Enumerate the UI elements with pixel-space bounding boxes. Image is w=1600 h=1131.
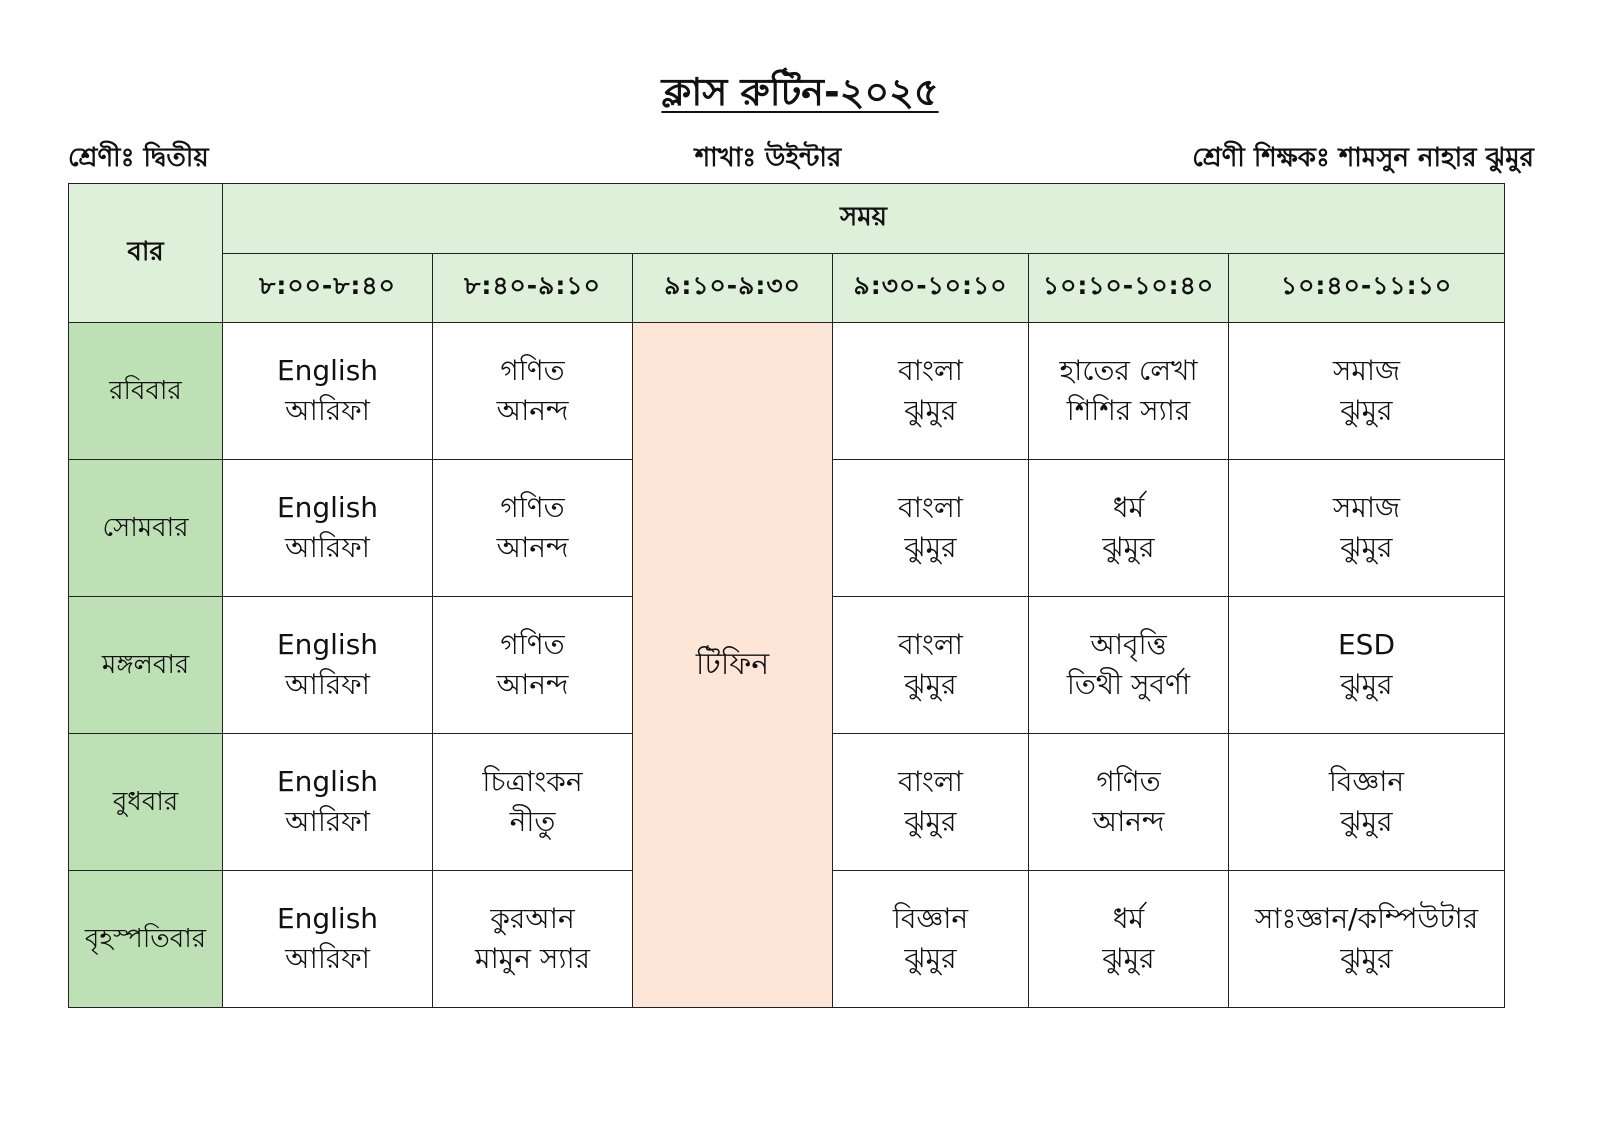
slot-header-6: ১০:৪০-১১:১০ bbox=[1229, 253, 1505, 323]
class-cell bbox=[833, 597, 1029, 734]
teacher-text: আনন্দ bbox=[1092, 805, 1165, 838]
subject-text: বাংলা bbox=[898, 628, 963, 661]
teacher-text: ঝুমুর bbox=[904, 394, 957, 427]
class-teacher-info: শ্রেণী শিক্ষকঃ শামসুন নাহার ঝুমুর bbox=[1192, 143, 1534, 173]
slot-header-5: ১০:১০-১০:৪০ bbox=[1029, 253, 1229, 323]
table-row bbox=[69, 323, 1505, 460]
class-cell bbox=[433, 871, 633, 1008]
class-cell bbox=[1229, 460, 1505, 597]
slot-header-3: ৯:১০-৯:৩০ bbox=[633, 253, 833, 323]
teacher-text: ঝুমুর bbox=[1102, 942, 1155, 975]
teacher-text: আরিফা bbox=[285, 805, 370, 838]
header-row-2 bbox=[69, 253, 1505, 323]
class-cell bbox=[433, 323, 633, 460]
teacher-text: ঝুমুর bbox=[1340, 394, 1393, 427]
subject-text: বাংলা bbox=[898, 491, 963, 524]
class-cell bbox=[223, 460, 433, 597]
class-info: শ্রেণীঃ দ্বিতীয় bbox=[68, 143, 209, 173]
teacher-text: আনন্দ bbox=[496, 394, 569, 427]
teacher-text: ঝুমুর bbox=[904, 805, 957, 838]
class-cell bbox=[833, 734, 1029, 871]
subject-text: সমাজ bbox=[1332, 354, 1401, 387]
slot-header-4: ৯:৩০-১০:১০ bbox=[833, 253, 1029, 323]
subject-text: সমাজ bbox=[1332, 491, 1401, 524]
class-cell bbox=[1229, 734, 1505, 871]
slot-header-1: ৮:০০-৮:৪০ bbox=[223, 253, 433, 323]
class-cell bbox=[223, 871, 433, 1008]
class-cell bbox=[223, 597, 433, 734]
subject-text: কুরআন bbox=[490, 902, 575, 935]
subject-text: গণিত bbox=[500, 354, 565, 387]
section-info: শাখাঃ উইন্টার bbox=[694, 143, 842, 173]
subject-text: বাংলা bbox=[898, 765, 963, 798]
teacher-text: ঝুমুর bbox=[1340, 531, 1393, 564]
class-cell bbox=[833, 460, 1029, 597]
class-cell bbox=[1029, 323, 1229, 460]
subject-text: English bbox=[276, 491, 379, 524]
subject-text: চিত্রাংকন bbox=[482, 765, 583, 798]
teacher-text: ঝুমুর bbox=[1340, 805, 1393, 838]
subject-text: গণিত bbox=[500, 628, 565, 661]
subject-text: বিজ্ঞান bbox=[892, 902, 969, 935]
teacher-text: শিশির স্যার bbox=[1066, 394, 1191, 427]
teacher-text: আরিফা bbox=[285, 394, 370, 427]
class-cell bbox=[1229, 323, 1505, 460]
time-header: সময় bbox=[223, 184, 1505, 254]
subject-text: ধর্ম bbox=[1112, 491, 1145, 524]
teacher-text: মামুন স্যার bbox=[475, 942, 590, 975]
page-title bbox=[0, 66, 1600, 118]
class-cell bbox=[433, 460, 633, 597]
teacher-text: আরিফা bbox=[285, 531, 370, 564]
class-cell bbox=[223, 323, 433, 460]
title-text: ক্লাস রুটিন-২০২৫ bbox=[661, 70, 939, 114]
class-cell bbox=[1229, 597, 1505, 734]
subject-text: আবৃত্তি bbox=[1090, 628, 1167, 661]
teacher-text: আরিফা bbox=[285, 942, 370, 975]
day-cell: মঙ্গলবার bbox=[69, 597, 223, 734]
subject-text: সাঃজ্ঞান/কম্পিউটার bbox=[1254, 902, 1479, 935]
subject-text: English bbox=[276, 765, 379, 798]
subject-text: ESD bbox=[1337, 628, 1396, 661]
class-cell bbox=[433, 734, 633, 871]
subject-text: ধর্ম bbox=[1112, 902, 1145, 935]
teacher-text: ঝুমুর bbox=[1340, 942, 1393, 975]
teacher-text: আনন্দ bbox=[496, 668, 569, 701]
teacher-text: ঝুমুর bbox=[1340, 668, 1393, 701]
subject-text: বাংলা bbox=[898, 354, 963, 387]
subject-text: English bbox=[276, 902, 379, 935]
teacher-text: ঝুমুর bbox=[904, 531, 957, 564]
subject-text: English bbox=[276, 354, 379, 387]
class-cell bbox=[433, 597, 633, 734]
day-header: বার bbox=[69, 184, 223, 323]
teacher-text: ঝুমুর bbox=[904, 942, 957, 975]
class-cell bbox=[833, 323, 1029, 460]
teacher-text: নীতু bbox=[509, 805, 556, 838]
teacher-text: আরিফা bbox=[285, 668, 370, 701]
teacher-text: আনন্দ bbox=[496, 531, 569, 564]
subject-text: গণিত bbox=[500, 491, 565, 524]
class-cell bbox=[223, 734, 433, 871]
tiffin-break-cell: টিফিন bbox=[633, 323, 833, 1008]
class-cell bbox=[1029, 597, 1229, 734]
class-routine-table bbox=[68, 183, 1505, 1008]
day-cell: বুধবার bbox=[69, 734, 223, 871]
day-cell: সোমবার bbox=[69, 460, 223, 597]
slot-header-2: ৮:৪০-৯:১০ bbox=[433, 253, 633, 323]
teacher-text: ঝুমুর bbox=[904, 668, 957, 701]
day-cell: বৃহস্পতিবার bbox=[69, 871, 223, 1008]
class-cell bbox=[1029, 734, 1229, 871]
info-bar bbox=[68, 140, 1534, 176]
subject-text: English bbox=[276, 628, 379, 661]
header-row-1 bbox=[69, 184, 1505, 254]
teacher-text: তিথী সুবর্ণা bbox=[1066, 668, 1191, 701]
subject-text: বিজ্ঞান bbox=[1328, 765, 1405, 798]
class-cell bbox=[1029, 871, 1229, 1008]
class-cell bbox=[833, 871, 1029, 1008]
day-cell: রবিবার bbox=[69, 323, 223, 460]
class-cell bbox=[1029, 460, 1229, 597]
teacher-text: ঝুমুর bbox=[1102, 531, 1155, 564]
class-cell bbox=[1229, 871, 1505, 1008]
subject-text: হাতের লেখা bbox=[1059, 354, 1198, 387]
subject-text: গণিত bbox=[1096, 765, 1161, 798]
